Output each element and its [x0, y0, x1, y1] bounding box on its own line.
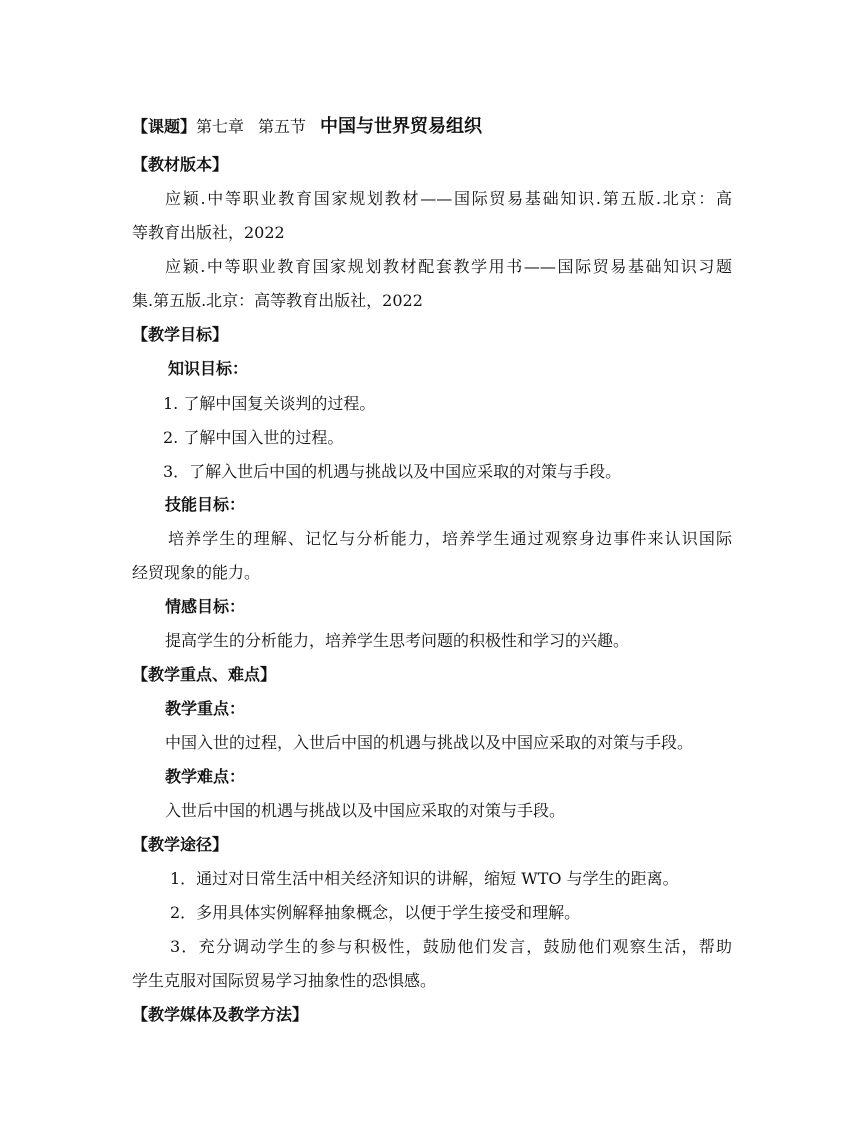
textbook-ref1-line1: 应颖.中等职业教育国家规划教材——国际贸易基础知识.第五版.北京：高	[165, 189, 732, 208]
skill-objective-line1: 培养学生的理解、记忆与分析能力，培养学生通过观察身边事件来认识国际	[168, 529, 732, 548]
focus-label: 教学重点：	[165, 699, 246, 718]
difficulty-label: 教学难点：	[165, 767, 246, 786]
textbook-ref2-line1: 应颖.中等职业教育国家规划教材配套教学用书——国际贸易基础知识习题	[165, 257, 732, 276]
knowledge-item-1: 1. 了解中国复关谈判的过程。	[163, 394, 376, 413]
chapter-number: 第七章	[196, 117, 245, 136]
knowledge-item-2: 2. 了解中国入世的过程。	[163, 428, 344, 447]
keypoints-heading: 【教学重点、难点】	[132, 665, 277, 684]
difficulty-text: 入世后中国的机遇与挑战以及中国应采取的对策与手段。	[165, 801, 566, 820]
approach-heading: 【教学途径】	[132, 835, 229, 854]
emotion-objective-text: 提高学生的分析能力，培养学生思考问题的积极性和学习的兴趣。	[165, 631, 630, 650]
skill-objective-line2: 经贸现象的能力。	[132, 563, 261, 582]
emotion-objective-label: 情感目标：	[165, 597, 246, 616]
lesson-topic: 中国与世界贸易组织	[320, 116, 483, 137]
focus-text: 中国入世的过程，入世后中国的机遇与挑战以及中国应采取的对策与手段。	[165, 733, 694, 752]
media-heading: 【教学媒体及教学方法】	[132, 1005, 309, 1024]
lesson-title-line	[132, 116, 732, 138]
approach-item-3-line2: 学生克服对国际贸易学习抽象性的恐惧感。	[132, 971, 437, 990]
section-number: 第五节	[258, 117, 307, 136]
approach-item-2: 2．多用具体实例解释抽象概念，以便于学生接受和理解。	[170, 903, 581, 922]
knowledge-item-3: 3．了解入世后中国的机遇与挑战以及中国应采取的对策与手段。	[163, 462, 622, 481]
textbook-ref1-line2: 等教育出版社，2022	[132, 223, 285, 242]
textbook-heading: 【教材版本】	[132, 155, 229, 174]
approach-item-1: 1．通过对日常生活中相关经济知识的讲解，缩短 WTO 与学生的距离。	[170, 869, 679, 888]
knowledge-objective-label: 知识目标：	[168, 359, 249, 378]
textbook-ref2-line2: 集.第五版.北京：高等教育出版社，2022	[132, 291, 423, 310]
approach-item-3-line1: 3．充分调动学生的参与积极性，鼓励他们发言，鼓励他们观察生活，帮助	[170, 937, 732, 956]
objectives-heading: 【教学目标】	[132, 325, 229, 344]
lesson-label: 【课题】	[132, 117, 197, 136]
skill-objective-label: 技能目标：	[165, 495, 246, 514]
